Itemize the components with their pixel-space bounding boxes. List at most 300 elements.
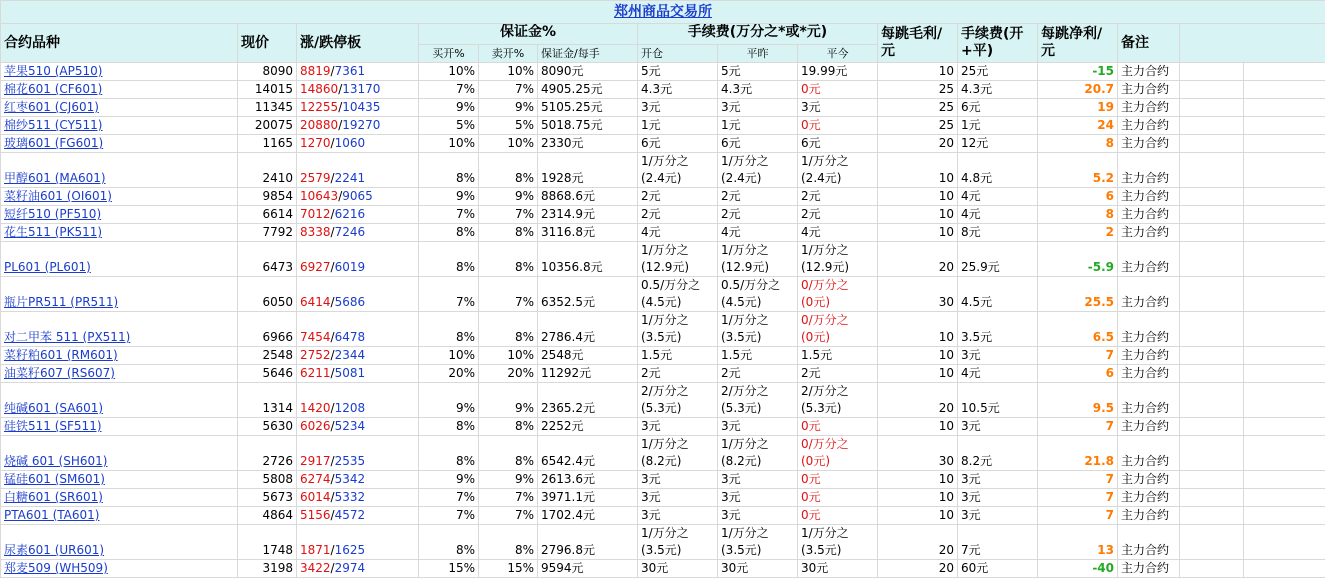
contract-link[interactable]: 尿素601 (UR601) bbox=[4, 543, 105, 557]
cell-tick-gross: 25 bbox=[878, 117, 958, 135]
cell-fee-round: 3.5元 bbox=[958, 312, 1038, 347]
cell-limit bbox=[297, 312, 419, 347]
cell-note: 主力合约 bbox=[1118, 507, 1180, 525]
cell-price: 11345 bbox=[238, 99, 297, 117]
cell-fee-close-yesterday bbox=[718, 153, 798, 188]
limit-sep: / bbox=[330, 330, 335, 344]
limit-down: 1208 bbox=[334, 401, 366, 415]
cell-fee-open bbox=[638, 242, 718, 277]
limit-sep: / bbox=[330, 508, 335, 522]
cell-fee-round: 4.5元 bbox=[958, 277, 1038, 312]
limit-up: 1420 bbox=[300, 401, 331, 415]
cell-empty bbox=[1180, 507, 1244, 525]
cell-fee-open bbox=[638, 63, 718, 81]
cell-fee-round: 4元 bbox=[958, 365, 1038, 383]
contract-link[interactable]: 瓶片PR511 (PR511) bbox=[4, 295, 119, 309]
fee-line: 2元 bbox=[641, 207, 661, 221]
contract-link[interactable]: 短纤510 (PF510) bbox=[4, 207, 102, 221]
fee-line: 5元 bbox=[721, 64, 741, 78]
cell-empty bbox=[1244, 206, 1325, 224]
fee-line: 1/万分之 bbox=[721, 526, 769, 540]
cell-fee-round: 3元 bbox=[958, 471, 1038, 489]
cell-limit bbox=[297, 365, 419, 383]
cell-tick-net: 25.5 bbox=[1038, 277, 1118, 312]
table-row bbox=[1, 560, 1325, 578]
fee-line: 30元 bbox=[801, 561, 829, 575]
cell-fee-open bbox=[638, 489, 718, 507]
cell-fee-round: 8元 bbox=[958, 224, 1038, 242]
cell-price: 6473 bbox=[238, 242, 297, 277]
cell-buy-open: 7% bbox=[419, 489, 479, 507]
cell-empty bbox=[1180, 188, 1244, 206]
cell-tick-net: 6.5 bbox=[1038, 312, 1118, 347]
cell-note: 主力合约 bbox=[1118, 560, 1180, 578]
cell-limit bbox=[297, 347, 419, 365]
cell-empty bbox=[1244, 188, 1325, 206]
fee-line: 3元 bbox=[641, 490, 661, 504]
cell-empty bbox=[1244, 99, 1325, 117]
cell-fee-close-today bbox=[798, 507, 878, 525]
cell-buy-open: 8% bbox=[419, 312, 479, 347]
fee-line: 0元 bbox=[801, 118, 821, 132]
limit-sep: / bbox=[330, 401, 335, 415]
cell-fee-open bbox=[638, 525, 718, 560]
cell-price: 4864 bbox=[238, 507, 297, 525]
limit-down: 9065 bbox=[342, 189, 373, 203]
limit-sep: / bbox=[330, 366, 335, 380]
cell-tick-gross: 10 bbox=[878, 418, 958, 436]
cell-tick-gross: 10 bbox=[878, 63, 958, 81]
fee-line: 1/万分之 bbox=[801, 243, 849, 257]
fee-line: (3.5元) bbox=[721, 330, 762, 344]
exchange-title-link[interactable]: 郑州商品交易所 bbox=[614, 3, 712, 20]
limit-sep: / bbox=[330, 64, 335, 78]
contract-link[interactable]: 纯碱601 (SA601) bbox=[4, 401, 104, 415]
cell-fee-open bbox=[638, 206, 718, 224]
cell-tick-net: -5.9 bbox=[1038, 242, 1118, 277]
cell-price: 5646 bbox=[238, 365, 297, 383]
cell-fee-close-yesterday bbox=[718, 206, 798, 224]
cell-fee-close-yesterday bbox=[718, 489, 798, 507]
cell-empty bbox=[1244, 471, 1325, 489]
cell-buy-open: 10% bbox=[419, 347, 479, 365]
cell-tick-net: 7 bbox=[1038, 471, 1118, 489]
contract-link[interactable]: 硅铁511 (SF511) bbox=[4, 419, 102, 433]
cell-tick-gross: 10 bbox=[878, 188, 958, 206]
cell-name bbox=[1, 507, 238, 525]
limit-down: 1060 bbox=[334, 136, 366, 150]
cell-price: 6614 bbox=[238, 206, 297, 224]
cell-buy-open: 9% bbox=[419, 471, 479, 489]
cell-price: 5808 bbox=[238, 471, 297, 489]
cell-empty bbox=[1180, 99, 1244, 117]
contract-link[interactable]: 油菜籽607 (RS607) bbox=[4, 366, 115, 380]
cell-buy-open: 7% bbox=[419, 277, 479, 312]
header-price: 现价 bbox=[238, 24, 297, 63]
table-row bbox=[1, 206, 1325, 224]
limit-up: 6014 bbox=[300, 490, 331, 504]
contract-link[interactable]: 苹果510 (AP510) bbox=[4, 64, 103, 78]
contract-link[interactable]: 菜籽油601 (OI601) bbox=[4, 189, 112, 203]
limit-down: 6478 bbox=[334, 330, 366, 344]
limit-up: 8338 bbox=[300, 225, 331, 239]
cell-limit bbox=[297, 224, 419, 242]
cell-fee-round: 3元 bbox=[958, 347, 1038, 365]
fee-line: (0元) bbox=[801, 330, 830, 344]
cell-buy-open: 8% bbox=[419, 224, 479, 242]
cell-fee-round: 6元 bbox=[958, 99, 1038, 117]
fee-line: 5元 bbox=[641, 64, 661, 78]
fee-line: 1元 bbox=[641, 118, 661, 132]
cell-name bbox=[1, 436, 238, 471]
limit-up: 20880 bbox=[300, 118, 339, 132]
cell-fee-round: 10.5元 bbox=[958, 383, 1038, 418]
contract-link[interactable]: PTA601 (TA601) bbox=[4, 508, 100, 522]
cell-margin: 8090元 bbox=[538, 63, 638, 81]
limit-sep: / bbox=[330, 171, 335, 185]
fee-line: 1/万分之 bbox=[641, 154, 689, 168]
cell-fee-close-today bbox=[798, 489, 878, 507]
fee-line: 4元 bbox=[721, 225, 741, 239]
cell-buy-open: 9% bbox=[419, 99, 479, 117]
cell-sell-open: 8% bbox=[479, 153, 538, 188]
fee-line: 2元 bbox=[641, 189, 661, 203]
cell-tick-gross: 20 bbox=[878, 242, 958, 277]
cell-note: 主力合约 bbox=[1118, 277, 1180, 312]
cell-fee-close-yesterday bbox=[718, 383, 798, 418]
contract-link[interactable]: 甲醇601 (MA601) bbox=[4, 171, 106, 185]
table-row bbox=[1, 153, 1325, 188]
cell-empty bbox=[1244, 489, 1325, 507]
cell-note: 主力合约 bbox=[1118, 117, 1180, 135]
fee-line: 3元 bbox=[721, 100, 741, 114]
cell-name bbox=[1, 489, 238, 507]
cell-empty bbox=[1244, 312, 1325, 347]
cell-fee-close-yesterday bbox=[718, 99, 798, 117]
cell-fee-close-yesterday bbox=[718, 224, 798, 242]
cell-fee-round: 8.2元 bbox=[958, 436, 1038, 471]
cell-margin: 2330元 bbox=[538, 135, 638, 153]
cell-fee-round: 12元 bbox=[958, 135, 1038, 153]
cell-margin: 2786.4元 bbox=[538, 312, 638, 347]
limit-down: 6216 bbox=[334, 207, 366, 221]
cell-margin: 4905.25元 bbox=[538, 81, 638, 99]
limit-up: 6026 bbox=[300, 419, 331, 433]
fee-line: 3元 bbox=[801, 100, 821, 114]
cell-note: 主力合约 bbox=[1118, 63, 1180, 81]
cell-empty bbox=[1180, 347, 1244, 365]
cell-fee-open bbox=[638, 117, 718, 135]
cell-fee-close-today bbox=[798, 347, 878, 365]
contract-link[interactable]: 对二甲苯 511 (PX511) bbox=[4, 330, 131, 344]
limit-up: 2579 bbox=[300, 171, 331, 185]
table-row bbox=[1, 525, 1325, 560]
contract-link[interactable]: 棉花601 (CF601) bbox=[4, 82, 103, 96]
cell-fee-open bbox=[638, 312, 718, 347]
fee-line: 0元 bbox=[801, 419, 821, 433]
cell-fee-round: 3元 bbox=[958, 418, 1038, 436]
fee-line: 3元 bbox=[641, 419, 661, 433]
cell-sell-open: 8% bbox=[479, 242, 538, 277]
cell-name bbox=[1, 242, 238, 277]
cell-sell-open: 8% bbox=[479, 312, 538, 347]
cell-sell-open: 9% bbox=[479, 99, 538, 117]
cell-fee-close-yesterday bbox=[718, 560, 798, 578]
limit-up: 6927 bbox=[300, 260, 331, 274]
cell-fee-open bbox=[638, 99, 718, 117]
cell-fee-round: 4元 bbox=[958, 206, 1038, 224]
cell-note: 主力合约 bbox=[1118, 489, 1180, 507]
fee-line: 1.5元 bbox=[801, 348, 833, 362]
fee-line: (3.5元) bbox=[641, 330, 682, 344]
cell-price: 1748 bbox=[238, 525, 297, 560]
cell-tick-net: 7 bbox=[1038, 418, 1118, 436]
cell-margin: 11292元 bbox=[538, 365, 638, 383]
limit-up: 1270 bbox=[300, 136, 331, 150]
fee-line: 1/万分之 bbox=[801, 154, 849, 168]
contract-link[interactable]: 烧碱 601 (SH601) bbox=[4, 454, 108, 468]
cell-price: 5673 bbox=[238, 489, 297, 507]
cell-tick-net: 2 bbox=[1038, 224, 1118, 242]
contract-link[interactable]: 棉纱511 (CY511) bbox=[4, 118, 103, 132]
cell-name bbox=[1, 347, 238, 365]
cell-note: 主力合约 bbox=[1118, 81, 1180, 99]
cell-fee-round: 25.9元 bbox=[958, 242, 1038, 277]
fee-line: (3.5元) bbox=[641, 543, 682, 557]
cell-fee-open bbox=[638, 347, 718, 365]
cell-name bbox=[1, 63, 238, 81]
exchange-title-cell bbox=[1, 1, 1325, 24]
fee-line: (2.4元) bbox=[721, 171, 762, 185]
fee-line: 3元 bbox=[641, 508, 661, 522]
cell-sell-open: 10% bbox=[479, 135, 538, 153]
fee-line: 6元 bbox=[641, 136, 661, 150]
table-row bbox=[1, 383, 1325, 418]
fee-line: 2元 bbox=[801, 189, 821, 203]
cell-margin: 1928元 bbox=[538, 153, 638, 188]
cell-tick-net: -15 bbox=[1038, 63, 1118, 81]
cell-sell-open: 10% bbox=[479, 63, 538, 81]
cell-fee-close-today bbox=[798, 153, 878, 188]
limit-up: 2752 bbox=[300, 348, 331, 362]
header-row-1 bbox=[1, 24, 1325, 45]
cell-empty bbox=[1244, 117, 1325, 135]
cell-buy-open: 7% bbox=[419, 206, 479, 224]
contract-link[interactable]: PL601 (PL601) bbox=[4, 260, 91, 274]
cell-sell-open: 9% bbox=[479, 383, 538, 418]
cell-empty bbox=[1180, 471, 1244, 489]
fee-line: (2.4元) bbox=[641, 171, 682, 185]
fee-line: 1/万分之 bbox=[721, 437, 769, 451]
fee-line: 3元 bbox=[721, 490, 741, 504]
cell-empty bbox=[1244, 277, 1325, 312]
contract-link[interactable]: 花生511 (PK511) bbox=[4, 225, 103, 239]
cell-tick-gross: 10 bbox=[878, 153, 958, 188]
limit-down: 2535 bbox=[334, 454, 366, 468]
fee-line: (4.5元) bbox=[721, 295, 762, 309]
cell-price: 20075 bbox=[238, 117, 297, 135]
cell-margin: 2365.2元 bbox=[538, 383, 638, 418]
cell-fee-open bbox=[638, 436, 718, 471]
limit-down: 2241 bbox=[334, 171, 366, 185]
cell-empty bbox=[1180, 312, 1244, 347]
cell-fee-close-today bbox=[798, 188, 878, 206]
fee-line: 0.5/万分之 bbox=[721, 278, 781, 292]
limit-up: 14860 bbox=[300, 82, 339, 96]
header-tick-net: 每跳净利/元 bbox=[1038, 24, 1118, 63]
cell-buy-open: 10% bbox=[419, 63, 479, 81]
limit-down: 2344 bbox=[334, 348, 366, 362]
cell-empty bbox=[1180, 418, 1244, 436]
cell-price: 1314 bbox=[238, 383, 297, 418]
table-row bbox=[1, 312, 1325, 347]
limit-up: 1871 bbox=[300, 543, 331, 557]
limit-sep: / bbox=[330, 136, 335, 150]
fee-line: 0元 bbox=[801, 508, 821, 522]
fee-line: 2元 bbox=[721, 189, 741, 203]
cell-sell-open: 10% bbox=[479, 347, 538, 365]
cell-buy-open: 8% bbox=[419, 436, 479, 471]
cell-sell-open: 8% bbox=[479, 525, 538, 560]
fee-line: 6元 bbox=[801, 136, 821, 150]
cell-note: 主力合约 bbox=[1118, 525, 1180, 560]
cell-tick-net: 24 bbox=[1038, 117, 1118, 135]
cell-tick-gross: 20 bbox=[878, 383, 958, 418]
cell-note: 主力合约 bbox=[1118, 347, 1180, 365]
table-row bbox=[1, 489, 1325, 507]
cell-tick-net: 5.2 bbox=[1038, 153, 1118, 188]
limit-sep: / bbox=[330, 260, 335, 274]
fee-line: 3元 bbox=[641, 472, 661, 486]
limit-sep: / bbox=[338, 100, 343, 114]
table-row bbox=[1, 188, 1325, 206]
fee-line: 0/万分之 bbox=[801, 313, 849, 327]
cell-price: 14015 bbox=[238, 81, 297, 99]
fee-line: 1/万分之 bbox=[721, 313, 769, 327]
cell-name bbox=[1, 277, 238, 312]
limit-up: 12255 bbox=[300, 100, 339, 114]
contract-link[interactable]: 玻璃601 (FG601) bbox=[4, 136, 104, 150]
cell-tick-gross: 10 bbox=[878, 507, 958, 525]
header-open: 开仓 bbox=[638, 45, 718, 63]
fee-line: 1/万分之 bbox=[801, 526, 849, 540]
header-blank bbox=[1180, 24, 1325, 63]
cell-empty bbox=[1244, 560, 1325, 578]
cell-limit bbox=[297, 489, 419, 507]
cell-tick-gross: 30 bbox=[878, 436, 958, 471]
fee-line: 3元 bbox=[721, 419, 741, 433]
cell-fee-open bbox=[638, 277, 718, 312]
header-margin-per: 保证金/每手 bbox=[538, 45, 638, 63]
fee-line: 0元 bbox=[801, 472, 821, 486]
cell-empty bbox=[1244, 347, 1325, 365]
cell-empty bbox=[1180, 206, 1244, 224]
cell-name bbox=[1, 117, 238, 135]
cell-buy-open: 10% bbox=[419, 135, 479, 153]
cell-fee-close-yesterday bbox=[718, 507, 798, 525]
cell-limit bbox=[297, 418, 419, 436]
cell-fee-open bbox=[638, 383, 718, 418]
cell-buy-open: 8% bbox=[419, 418, 479, 436]
fee-line: 2元 bbox=[801, 366, 821, 380]
cell-note: 主力合约 bbox=[1118, 436, 1180, 471]
cell-note: 主力合约 bbox=[1118, 471, 1180, 489]
table-row bbox=[1, 347, 1325, 365]
cell-tick-net: -40 bbox=[1038, 560, 1118, 578]
cell-margin: 9594元 bbox=[538, 560, 638, 578]
cell-margin: 8868.6元 bbox=[538, 188, 638, 206]
contract-link[interactable]: 锰硅601 (SM601) bbox=[4, 472, 105, 486]
cell-fee-close-today bbox=[798, 224, 878, 242]
table-row bbox=[1, 135, 1325, 153]
limit-sep: / bbox=[338, 189, 343, 203]
cell-note: 主力合约 bbox=[1118, 188, 1180, 206]
contract-link[interactable]: 白糖601 (SR601) bbox=[4, 490, 103, 504]
cell-tick-gross: 10 bbox=[878, 312, 958, 347]
limit-up: 6274 bbox=[300, 472, 331, 486]
cell-price: 3198 bbox=[238, 560, 297, 578]
contract-link[interactable]: 红枣601 (CJ601) bbox=[4, 100, 99, 114]
fee-line: (2.4元) bbox=[801, 171, 842, 185]
cell-fee-open bbox=[638, 188, 718, 206]
contract-link[interactable]: 郑麦509 (WH509) bbox=[4, 561, 108, 575]
cell-tick-gross: 10 bbox=[878, 365, 958, 383]
limit-up: 3422 bbox=[300, 561, 331, 575]
header-close-today: 平今 bbox=[798, 45, 878, 63]
limit-down: 2974 bbox=[334, 561, 366, 575]
cell-fee-close-today bbox=[798, 560, 878, 578]
cell-tick-gross: 10 bbox=[878, 471, 958, 489]
limit-sep: / bbox=[330, 295, 335, 309]
cell-empty bbox=[1180, 489, 1244, 507]
cell-price: 6966 bbox=[238, 312, 297, 347]
fee-line: (3.5元) bbox=[801, 543, 842, 557]
header-sell-open: 卖开% bbox=[479, 45, 538, 63]
fee-line: (12.9元) bbox=[801, 260, 850, 274]
limit-up: 10643 bbox=[300, 189, 339, 203]
cell-empty bbox=[1244, 81, 1325, 99]
cell-buy-open: 7% bbox=[419, 81, 479, 99]
limit-sep: / bbox=[330, 225, 335, 239]
cell-price: 2410 bbox=[238, 153, 297, 188]
cell-fee-round: 1元 bbox=[958, 117, 1038, 135]
cell-margin: 2548元 bbox=[538, 347, 638, 365]
fee-line: (5.3元) bbox=[641, 401, 682, 415]
cell-note: 主力合约 bbox=[1118, 224, 1180, 242]
cell-sell-open: 7% bbox=[479, 489, 538, 507]
cell-fee-close-today bbox=[798, 135, 878, 153]
cell-limit bbox=[297, 188, 419, 206]
cell-tick-net: 7 bbox=[1038, 507, 1118, 525]
cell-fee-close-today bbox=[798, 471, 878, 489]
cell-tick-net: 7 bbox=[1038, 347, 1118, 365]
cell-name bbox=[1, 99, 238, 117]
limit-sep: / bbox=[330, 472, 335, 486]
cell-limit bbox=[297, 507, 419, 525]
cell-limit bbox=[297, 117, 419, 135]
fee-line: (8.2元) bbox=[721, 454, 762, 468]
limit-up: 8819 bbox=[300, 64, 331, 78]
limit-sep: / bbox=[330, 454, 335, 468]
cell-empty bbox=[1180, 436, 1244, 471]
table-row bbox=[1, 436, 1325, 471]
cell-fee-open bbox=[638, 153, 718, 188]
fee-line: 4.3元 bbox=[641, 82, 673, 96]
cell-margin: 2613.6元 bbox=[538, 471, 638, 489]
fee-line: 4.3元 bbox=[721, 82, 753, 96]
cell-limit bbox=[297, 436, 419, 471]
contract-link[interactable]: 菜籽粕601 (RM601) bbox=[4, 348, 118, 362]
